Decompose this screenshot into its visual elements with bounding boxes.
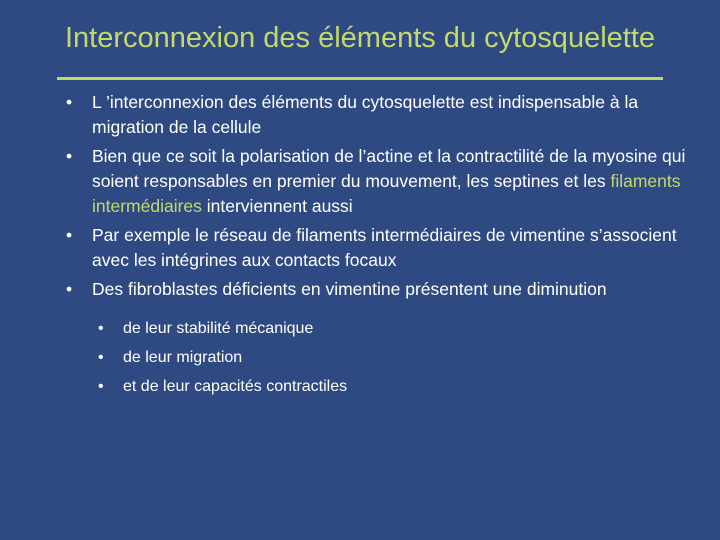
sub-bullet-list: [92, 314, 700, 401]
bullet-marker: •: [66, 92, 73, 112]
bullet-marker: •: [66, 146, 73, 166]
sub-bullet-text: de leur migration: [123, 349, 243, 366]
bullet-marker: •: [66, 225, 73, 245]
slide-title: Interconnexion des éléments du cytosquelette: [64, 22, 656, 54]
sub-bullet-marker: •: [98, 320, 104, 337]
bullet-marker: •: [66, 279, 73, 299]
bullet-item: [60, 277, 700, 401]
sub-bullet-marker: •: [98, 349, 104, 366]
bullet-item: [60, 223, 700, 273]
bullet-text-end: interviennent aussi: [201, 196, 353, 216]
sub-bullet-item: [92, 343, 700, 372]
bullet-item: [60, 144, 700, 219]
title-underline: [57, 77, 663, 80]
bullet-text: Par exemple le réseau de filaments intermédiaires de vimentine s’associent avec les intégrines aux contacts focaux: [92, 225, 677, 270]
sub-bullet-item: [92, 314, 700, 343]
bullet-text: Des fibroblastes déficients en vimentine présentent une diminution: [92, 279, 607, 299]
bullet-text: Bien que ce soit la polarisation de l’actine et la contractilité de la myosine qui soient responsables en premier du mouvement, les septines et les: [92, 146, 686, 191]
highlighted-term: filaments intermédiaires: [92, 171, 681, 216]
sub-bullet-text: de leur stabilité mécanique: [123, 320, 314, 337]
bullet-list: [60, 90, 700, 405]
bullet-text: L ’interconnexion des éléments du cytosquelette est indispensable à la migration de la cellule: [92, 92, 639, 137]
sub-bullet-text: et de leur capacités contractiles: [123, 378, 348, 395]
sub-bullet-item: [92, 372, 700, 401]
bullet-item: [60, 90, 700, 140]
sub-bullet-marker: •: [98, 378, 104, 395]
